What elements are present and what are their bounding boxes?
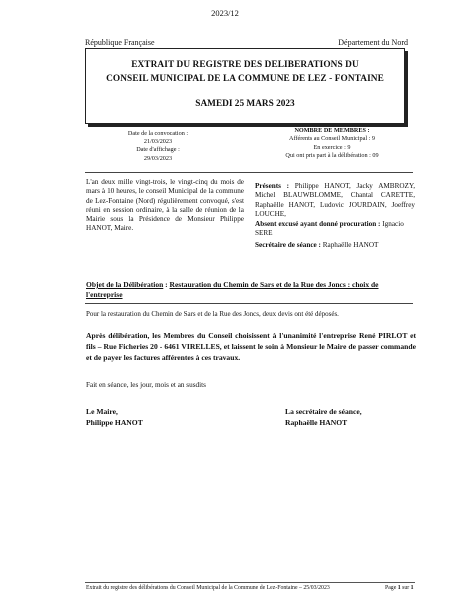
convocation-label: Date de la convocation : xyxy=(127,130,189,137)
members-exercice: En exercice : 9 xyxy=(313,143,351,151)
header-republique: République Française xyxy=(85,38,155,47)
present-names: Philippe HANOT, Jacky AMBROZY, Michel BLAUWBLOMME, Chantal CARETTE, Raphaëlle HANOT, Ludovic JOURDAIN, Joeffrey LOUCHE, xyxy=(255,182,416,218)
secretary-name: Raphaëlle HANOT xyxy=(322,241,379,249)
secretary-signature-name: Raphaëlle HANOT xyxy=(285,418,348,427)
secretary-label: Secrétaire de séance : xyxy=(255,241,321,249)
present-members xyxy=(255,182,415,219)
closing-formula: Fait en séance, les jour, mois et an susdits xyxy=(86,381,206,389)
footer-divider xyxy=(85,582,415,583)
subject-label: Objet de la Délibération xyxy=(86,280,164,289)
page-number: 1 xyxy=(397,585,401,591)
deliberation-subject xyxy=(86,280,416,300)
council-decision: Après délibération, les Membres du Conseil choisissent à l'unanimité l'entreprise René PIRLOT et fils – Rue Ficheries 20 - 6461 VIRELLES, et laissent le soin à Monsieur le Maire de passer commande et de payer les factures afférentes à ces travaux. xyxy=(86,331,416,362)
document-reference: 2023/12 xyxy=(211,8,239,18)
affichage-date: 29/03/2023 xyxy=(143,154,173,162)
title-line-1: EXTRAIT DU REGISTRE DES DELIBERATIONS DU xyxy=(131,60,359,70)
page-prefix: Page xyxy=(385,585,397,591)
members-block xyxy=(252,127,412,160)
quotes-statement: Pour la restauration du Chemin de Sars et de la Rue des Joncs, deux devis ont été déposés. xyxy=(86,310,339,318)
convocation-block xyxy=(88,130,228,163)
subject-text: Restauration du Chemin de Sars et de la Rue des Joncs : choix de l'entreprise xyxy=(86,280,379,299)
members-afferents: Afférents au Conseil Municipal : 9 xyxy=(289,135,375,143)
footer-text: Extrait du registre des délibérations du Conseil Municipal de la Commune de Lez-Fontaine – 25/03/2023 xyxy=(86,585,330,591)
convocation-date: 21/03/2023 xyxy=(143,138,173,146)
absent-names: Ignacio SERE xyxy=(255,220,404,238)
secretary-line xyxy=(255,241,415,250)
mayor-title: Le Maire, xyxy=(86,407,118,416)
title-line-2: CONSEIL MUNICIPAL DE LA COMMUNE DE LEZ - FONTAINE xyxy=(106,74,384,84)
page-total: 1 xyxy=(410,585,414,591)
affichage-label: Date d'affichage : xyxy=(136,146,180,154)
session-intro: L'an deux mille vingt-trois, le vingt-cinq du mois de mars à 10 heures, le conseil Municipal de la commune de Lez-Fontaine (Nord) régulièrement convoqué, s'est réuni en session ordinaire, à la salle de réunion de la Mairie sous la Présidence de Monsieur Philippe HANOT, Maire. xyxy=(86,178,244,233)
mayor-name: Philippe HANOT xyxy=(86,418,143,427)
subject-divider xyxy=(85,303,413,304)
present-label: Présents : xyxy=(255,182,290,190)
divider xyxy=(85,172,413,173)
secretary-signature-block xyxy=(285,406,362,428)
secretary-title: La secrétaire de séance, xyxy=(285,407,362,416)
absent-members xyxy=(255,220,415,239)
subject-separator: : xyxy=(163,280,170,289)
members-participe: Qui ont pris part à la délibération : 09 xyxy=(285,151,379,159)
mayor-signature-block xyxy=(86,406,143,428)
absent-label: Absent excusé ayant donné procuration : xyxy=(255,220,381,228)
session-date: SAMEDI 25 MARS 2023 xyxy=(195,99,295,109)
title-box xyxy=(85,48,405,124)
header-departement: Département du Nord xyxy=(338,38,408,47)
page-indicator xyxy=(385,585,414,591)
page-separator: sur xyxy=(402,585,410,591)
members-heading: NOMBRE DE MEMBRES : xyxy=(294,127,370,134)
